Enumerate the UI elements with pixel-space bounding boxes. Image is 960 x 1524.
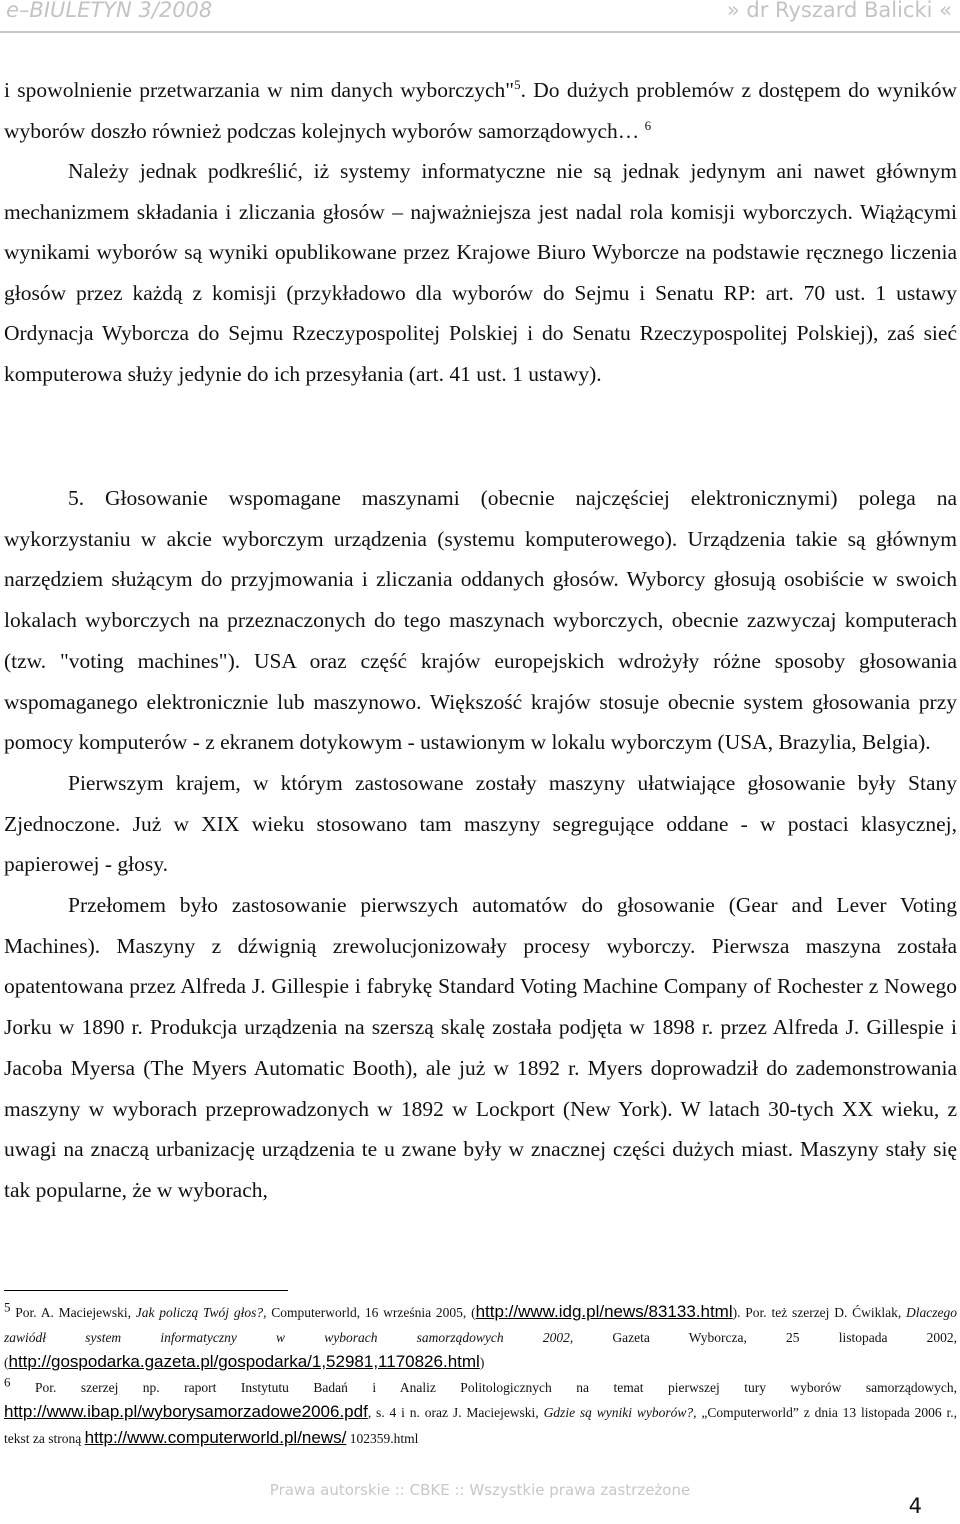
- paragraph-section-5: 5. Głosowanie wspomagane maszynami (obecnie najczęściej elektronicznymi) polega na wykorzystaniu w akcie wyborczym urządzenia (systemu komputerowego). Urządzenia takie są głównym narzędziem służącym do przyjmowania i zliczania oddanych głosów. Wyborcy głosują osobiście w swoich lokalach wyborczych na przeznaczonych do tego maszynach wyborczych, obecnie zazwyczaj komputerach (tzw. "voting machines"). USA oraz część krajów europejskich wdrożyły różne sposoby głosowania wspomaganego elektronicznie lub maszynowo. Większość krajów stosuje obecnie system głosowania przy pomocy komputerów - z ekranem dotykowym - ustawionym w lokalu wyborczym (USA, Brazylia, Belgia).: [4, 486, 957, 755]
- link-idg[interactable]: http://www.idg.pl/news/83133.html: [475, 1302, 733, 1321]
- author-name: » dr Ryszard Balicki «: [726, 0, 952, 22]
- copyright-footer: Prawa autorskie :: CBKE :: Wszystkie prawa zastrzeżone: [269, 1481, 691, 1499]
- text-block-main: [4, 478, 957, 1211]
- link-gazeta[interactable]: http://gospodarka.gazeta.pl/gospodarka/1,52981,1170826.html: [8, 1352, 480, 1371]
- header-divider: [0, 31, 960, 33]
- footnote-6: 6 Por. szerzej np. raport Instytutu Badań i Analiz Politologicznych na temat pierwszej tury wyborów samorządowych, http://www.ibap.pl/wyborysamorzadowe2006.pdf, s. 4 i n. oraz J. Maciejewski, Gdzie są wyniki wyborów?, „Computerworld” z dnia 13 listopada 2006 r., tekst za stroną http://www.computerworld.pl/news/ 102359.html: [4, 1374, 958, 1447]
- link-ibap[interactable]: http://www.ibap.pl/wyborysamorzadowe2006.pdf: [4, 1402, 368, 1421]
- link-computerworld[interactable]: http://www.computerworld.pl/news/: [84, 1427, 347, 1447]
- bulletin-title: e–BIULETYN 3/2008: [6, 0, 213, 22]
- page-number: 4: [908, 1494, 922, 1518]
- footnote-ref-5[interactable]: 5: [514, 76, 521, 92]
- page-header: [0, 0, 960, 26]
- footnote-5: 5 Por. A. Maciejewski, Jak policzą Twój głos?, Computerworld, 16 września 2005, (http://www.idg.pl/news/83133.html). Por. też szerzej D. Ćwiklak, Dlaczego zawiódł system informatyczny w wyborach samorządowych 2002, Gazeta Wyborcza, 25 listopada 2002, (http://gospodarka.gazeta.pl/gospodarka/1,52981,1170826.html): [4, 1299, 958, 1371]
- paragraph: Pierwszym krajem, w którym zastosowane zostały maszyny ułatwiające głosowanie były Stany Zjednoczone. Już w XIX wieku stosowano tam maszyny segregujące oddane - w postaci klasycznej, papierowej - głosy.: [4, 770, 957, 877]
- footnote-separator: [4, 1290, 288, 1291]
- paragraph: Przełomem było zastosowanie pierwszych automatów do głosowanie (Gear and Lever Voting Machines). Maszyny z dźwignią zrewolucjonizowały procesy wyborczy. Pierwsza maszyna została opatentowana przez Alfreda J. Gillespie i fabrykę Standard Voting Machine Company of Rochester z Nowego Jorku w 1890 r. Produkcja urządzenia na szerszą skalę została podjęta w 1898 r. przez Alfreda J. Gillespie i Jacoba Myersa (The Myers Automatic Booth), ale już w 1892 r. Myers doprowadził do zademonstrowania maszyny w wyborach przeprowadzonych w 1892 w Lockport (New York). W latach 30-tych XX wieku, z uwagi na znaczą urbanizację urządzenia te u zwane były w znacznej części dużych miast. Maszyny stały się tak popularne, że w wyborach,: [4, 893, 957, 1202]
- paragraph: i spowolnienie przetwarzania w nim danych wyborczych"$^5$. Do dużych problemów z dostępem do wyników wyborów doszło również podczas kolejnych wyborów samorządowych… $^6$: [4, 76, 957, 143]
- footnote-ref-6[interactable]: 6: [644, 117, 652, 133]
- text-block-top: [4, 70, 957, 394]
- footnotes: [4, 1300, 957, 1451]
- paragraph: Należy jednak podkreślić, iż systemy informatyczne nie są jednak jedynym ani nawet głównym mechanizmem składania i zliczania głosów – najważniejsza jest nadal rola komisji wyborczych. Wiążącymi wynikami wyborów są wyniki opublikowane przez Krajowe Biuro Wyborcze na podstawie ręcznego liczenia głosów przez każdą z komisji (przykładowo dla wyborów do Sejmu i Senatu RP: art. 70 ust. 1 ustawy Ordynacja Wyborcza do Sejmu Rzeczypospolitej Polskiej i do Senatu Rzeczypospolitej Polskiej), zaś sieć komputerowa służy jedynie do ich przesyłania (art. 41 ust. 1 ustawy).: [4, 159, 957, 386]
